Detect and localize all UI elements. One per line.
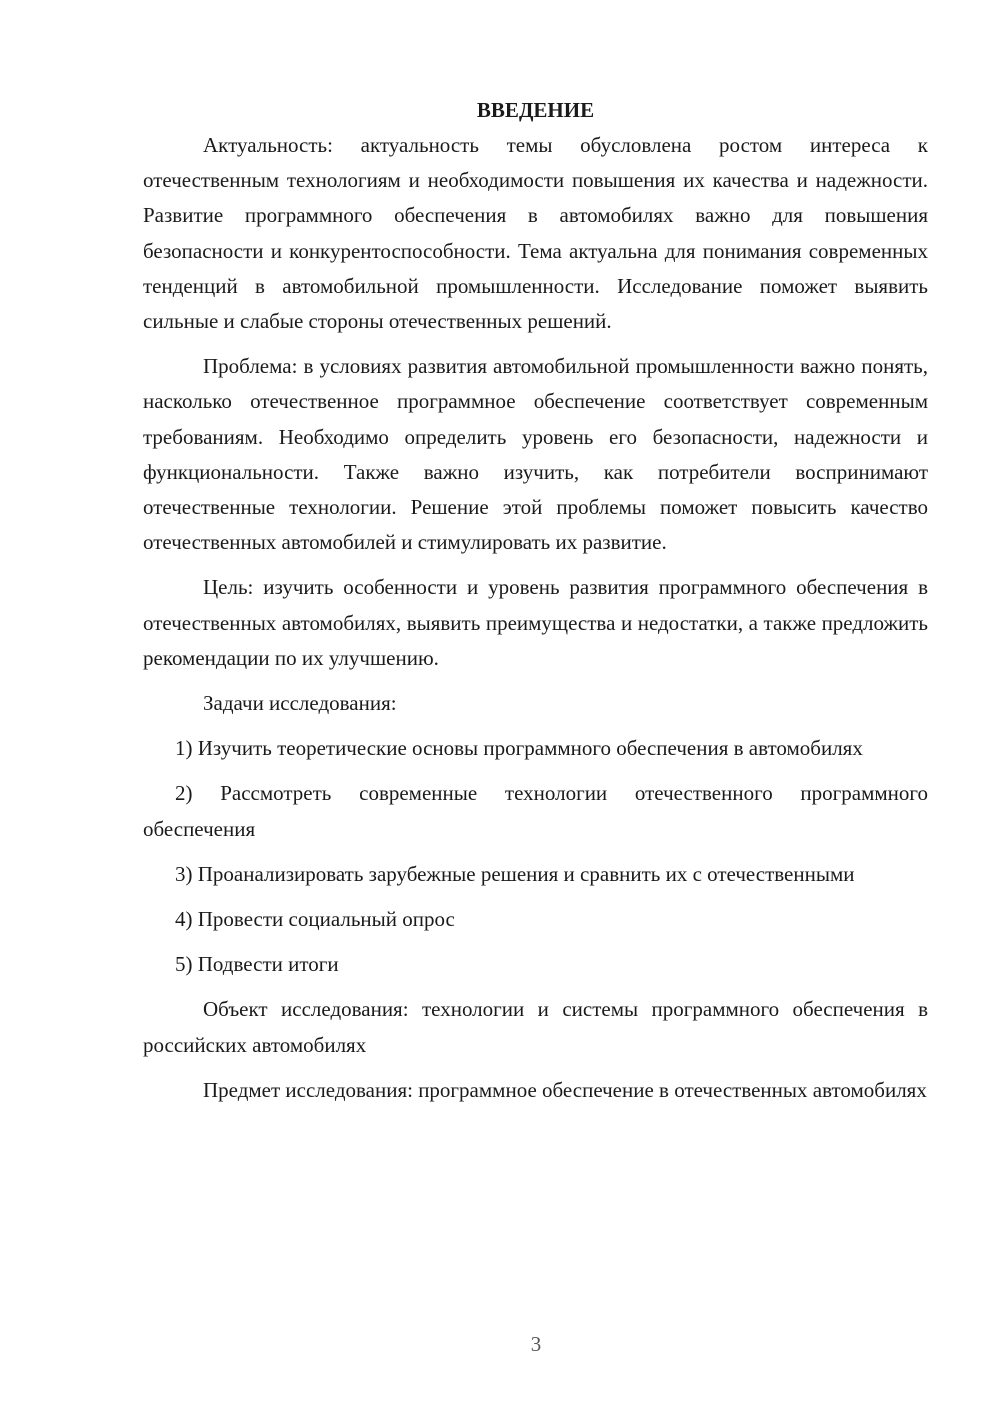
task-item-1: 1) Изучить теоретические основы программного обеспечения в автомобилях (175, 736, 863, 761)
task-item-3: 3) Проанализировать зарубежные решения и сравнить их с отечественными (175, 861, 855, 886)
task-item-2: 2) Рассмотреть современные технологии отечественного программного обеспечения (143, 781, 928, 841)
paragraph-relevance: Актуальность: актуальность темы обусловлена ростом интереса к отечественным технологиям и необходимости повышения их качества и надежности. Развитие программного обеспечения в автомобилях важно для повышения безопасности и конкурентоспособности. Тема актуальна для понимания современных тенденций в автомобильной промышленности. Исследование поможет выявить сильные и слабые стороны отечественных решений. (143, 133, 928, 334)
document-page (143, 94, 928, 1118)
paragraph-object: Объект исследования: технологии и системы программного обеспечения в российских автомобилях (143, 997, 928, 1057)
page-number: 3 (530, 1332, 542, 1356)
paragraph-goal: Цель: изучить особенности и уровень развития программного обеспечения в отечественных автомобилях, выявить преимущества и недостатки, а также предложить рекомендации по их улучшению. (143, 575, 928, 670)
paragraph-subject: Предмет исследования: программное обеспечение в отечественных автомобилях (203, 1077, 927, 1102)
paragraph-problem: Проблема: в условиях развития автомобильной промышленности важно понять, насколько отечественное программное обеспечение соответствует современным требованиям. Необходимо определить уровень его безопасности, надежности и функциональности. Также важно изучить, как потребители воспринимают отечественные технологии. Решение этой проблемы поможет повысить качество отечественных автомобилей и стимулировать их развитие. (143, 354, 928, 555)
page-title: ВВЕДЕНИЕ (476, 98, 595, 122)
task-item-4: 4) Провести социальный опрос (175, 907, 455, 932)
paragraph-tasks-heading: Задачи исследования: (203, 691, 397, 716)
task-item-5: 5) Подвести итоги (175, 952, 339, 977)
